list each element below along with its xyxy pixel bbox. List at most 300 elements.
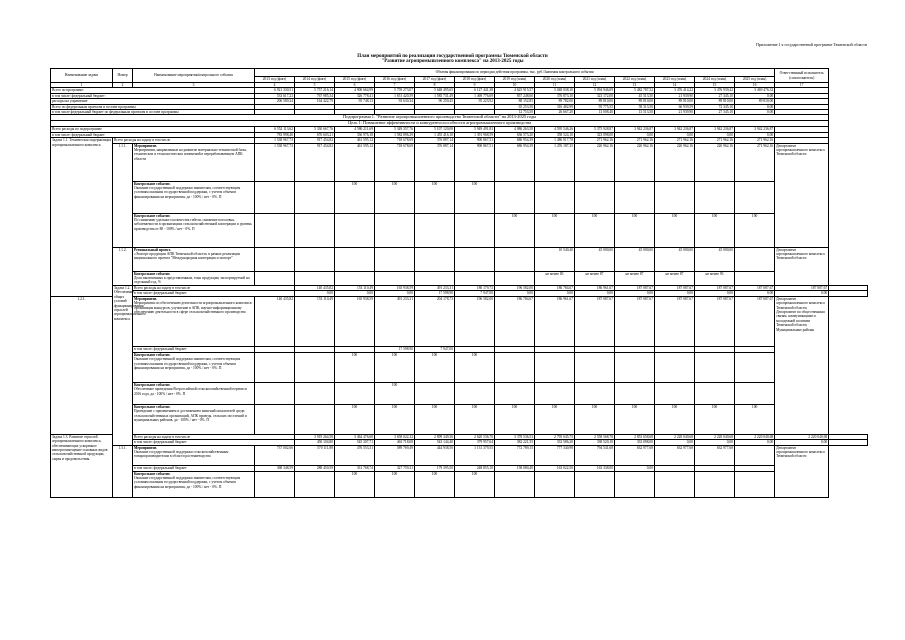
measure-code: 1.1.2. [113,247,133,285]
task-total-label: Всего расходы на задачу в том числе [133,434,295,439]
total-value: 0,00 [735,104,775,109]
measure-value: 153 110,49 [295,296,335,346]
control-event-value [415,271,455,285]
task-total-value: 153 110,49 [335,285,375,290]
control-event-value [695,471,735,497]
task-total-value: 2 795 045,75 [535,434,575,439]
total-value: 89 810,00 [655,99,695,104]
subprogram-total-value: 336 976,18 [335,132,375,137]
control-event-value: 100 [415,404,455,434]
subprogram-total-label: Всего расходы по подпрограмме [51,127,255,132]
column-number: 4 [255,83,295,88]
measure-value: 737 002,66 [255,445,295,465]
total-value: 95 775,55 [575,104,615,109]
measure-value: 461 595,12 [335,143,375,181]
task-total-value: 271 962,16 [695,138,735,143]
control-event-title: Контрольное событие. [134,181,171,186]
total-value: 0,00 [735,110,775,115]
federal-budget-value: 0,00 [655,291,695,296]
control-event-value: не менее 87 [615,271,655,285]
header-row [51,69,868,77]
task-total-value: 196 582,00 [495,285,535,290]
measure-value: 794 541,68 [575,445,615,465]
task-total-label: Всего расходы на задачу в том числе [113,138,255,143]
total-label: в том числе федеральный бюджет по федеральным проектам в составе программы [51,110,255,115]
federal-budget-label: в том числе: федеральный бюджет [133,346,255,352]
measure-value: 718 678,69 [375,143,415,181]
control-event-value [735,271,775,285]
total-value: 45 513,50 [615,93,655,98]
control-event-value: 100 [335,181,375,213]
federal-budget-value: 179 395,50 [415,465,455,471]
subprogram-title: Подпрограмма 1. "Развитие агропромышленного производства Тюменской области" на 2013-2025 годы [51,115,829,121]
control-event-value [615,181,655,213]
measure-value: 45 000,00 [695,247,735,271]
control-event-value [735,471,775,497]
total-value: 26 667,20 [535,110,575,115]
measure-value: 917 454,82 [295,143,335,181]
task-total-value: 2 853 658,68 [615,434,655,439]
control-event-value [655,181,695,213]
subprogram-total-value: 783 998,40 [255,132,295,137]
total-value: 6 921 330,51 [255,88,295,93]
subprogram-total-value: 676 603,21 [295,132,335,137]
control-event-cell [133,471,255,497]
federal-budget-value: 288 450,59 [295,465,335,471]
total-value: 857 248,60 [495,93,535,98]
total-value: 58 313,50 [615,104,655,109]
subprogram-total-value: 5 107 120,08 [415,127,455,132]
column-number: 16 [735,83,775,88]
control-event-value: 100 [695,404,735,434]
control-event-value [535,352,575,382]
total-label: расходы на управление [51,99,255,104]
control-event-cell [133,271,255,285]
control-event-title: Контрольное событие. [134,271,171,276]
control-event-value [255,352,295,382]
control-event-value [535,382,575,404]
measure-row [51,445,868,465]
measure-cell [133,247,255,271]
total-value: 95 748,13 [335,99,375,104]
control-event-value: 100 [455,471,495,497]
executor-cell: Департамент агропромышленного комплекса Тюменской области [775,445,829,497]
measure-value: 226 962,16 [695,143,735,181]
control-event-value [695,382,735,404]
measure-value [375,247,415,271]
header-task: Наименование задачи [51,69,113,83]
control-event-value: 100 [535,213,575,247]
federal-budget-value: 545 307,71 [335,440,375,445]
control-event-value [295,271,335,285]
control-event-value [375,213,415,247]
federal-budget-value: 0,00 [615,291,655,296]
total-value: 5 648 495,65 [415,88,455,93]
measure-value [455,247,495,271]
measure-value: 444 938,50 [415,445,455,465]
document-subtitle: "Развитие агропромышленного комплекса" на 2013-2025 годы [381,59,524,64]
control-event-row [51,382,868,404]
measure-code: 1.2.1. [51,296,113,434]
federal-budget-value: 0,00 [335,291,375,296]
column-number: 3 [133,83,255,88]
year-header: 2024 год (план) [695,77,735,83]
year-header: 2018 год (факт) [455,77,495,83]
goal-title: Цель 1: Повышение эффективности и конкурентоспособности агропромышленного производства [51,121,829,127]
task-total-value: 187 087,67 [695,285,735,290]
subprogram-total-value: 1 391 968,59 [455,132,495,137]
task-name: Задача 1.2. Обеспечение общих условий функционирования отраслей агропромышленного комплекса. [113,285,133,445]
subprogram-total-value: 3 942 236,87 [695,127,735,132]
total-value: 21 939,90 [655,93,695,98]
federal-budget-value: 17 598,90 [415,291,455,296]
control-event-value: 100 [615,213,655,247]
measure-code: 1.3.1. [113,445,133,497]
total-value: 1 585 731,49 [415,93,455,98]
control-event-cell [133,352,255,382]
control-event-value: не менее 87 [575,271,615,285]
total-value: 89 810,00 [575,99,615,104]
control-event-value: 100 [375,382,415,404]
federal-budget-value: 331 768,74 [335,465,375,471]
total-label: в том числе: федеральный бюджет: [51,93,255,98]
subprogram-total-value: 5 349 357,76 [375,127,415,132]
control-event-value [255,404,295,434]
control-event-value: 100 [575,213,615,247]
control-event-value [735,382,775,404]
control-event-value [455,382,495,404]
federal-budget-value: 17 598,90 [375,346,415,352]
federal-budget-label: в том числе: федеральный бюджет [133,465,255,471]
federal-budget-value: 450 104,80 [295,440,335,445]
federal-budget-value: 0,00 [535,291,575,296]
control-event-value [375,271,415,285]
column-number: 10 [495,83,535,88]
measure-title: Мероприятие. [134,143,158,148]
control-event-value [295,404,335,434]
measure-value: 187 087,67 [615,296,655,346]
total-value: 90 250,45 [415,99,455,104]
year-header: 2019 год (план) [495,77,535,83]
task-total-value: 271 962,16 [735,138,775,143]
measure-value: 686 954,39 [495,143,535,181]
total-value: 13 008,40 [575,110,615,115]
column-number: 6 [335,83,375,88]
subprogram-total-value: 0,00 [735,132,775,137]
control-event-value: 100 [335,404,375,434]
total-value: 5 757 216,14 [295,88,335,93]
total-value: 72 345,10 [695,104,735,109]
federal-budget-value: 163 022,50 [535,465,575,471]
measure-value: 187 087,67 [575,296,615,346]
federal-budget-value: 0,00 [735,291,775,296]
executor-cell [829,291,868,296]
control-event-text: Проведение с применением и достижением значений показателей среди сельскохозяйственных организаций, АПК проведя, сельских поселений и муниципальных районов, да - 100% / нет - 0%. П [134,409,247,422]
control-event-title: Контрольное событие. [134,213,171,218]
federal-budget-value: 248 855,10 [455,465,495,471]
measure-value: 45 000,00 [655,247,695,271]
total-value: 3 476 939,42 [695,88,735,93]
measure-value [735,247,775,271]
total-value: 89 810,00 [695,99,735,104]
measure-text: Мероприятия по обеспечению деятельности агропромышленного комплекса: организация конкурсов, улучшение в АПК, научно-информационному обеспечению деятельности в сфере сельскохозяйственного производства [134,301,253,314]
task-name: Задача 1.3. Развитие отраслей агропромышленного комплекса, обеспечивающих ускоренное импортозамещение основных видов сельскохозяйственной продукции, сырья и продовольствия. [51,434,113,497]
control-event-value [335,382,375,404]
task-total-value: 271 962,16 [615,138,655,143]
total-value: 27 345,10 [695,93,735,98]
column-number: 12 [575,83,615,88]
measure-value: 632 977,68 [655,445,695,465]
control-event-value [295,181,335,213]
task-total-value: 140 435,82 [295,285,335,290]
measure-value: 187 087,67 [655,296,695,346]
federal-budget-value: 0,00 [775,440,829,445]
header-measure: Наименование мероприятия/контрольного события [133,69,255,83]
task-total-value: 3 919 264,58 [295,434,335,439]
total-value: 95 223,92 [455,99,495,104]
control-event-value [615,471,655,497]
task-total-value: 2 220 040,68 [775,434,829,439]
task-total-value: 187 087,67 [655,285,695,290]
total-value: 323 172,00 [575,93,615,98]
control-event-value [335,271,375,285]
measure-value: 45 000,00 [575,247,615,271]
year-header: 2017 год (факт) [415,77,455,83]
measure-value: 1 538 967,73 [255,143,295,181]
subprogram-total-value: 358 524,10 [535,132,575,137]
control-event-row [51,471,868,497]
plan-table [50,68,868,498]
measure-code: 1.1.1. [113,143,133,247]
task-total-value: 186 784,67 [535,285,575,290]
column-number: 11 [535,83,575,88]
task-total-value: 491 233,31 [415,285,455,290]
measure-title: Мероприятие. [134,296,158,301]
federal-budget-value: 0,00 [735,440,775,445]
measure-value: 226 962,16 [575,143,615,181]
federal-budget-value: 0,00 [615,465,655,471]
measure-value: 186 961,67 [535,296,575,346]
total-value: 66 939,59 [655,104,695,109]
total-value: 89 782,00 [535,99,575,104]
control-event-value: 100 [495,213,535,247]
federal-budget-value: 338 520,10 [575,440,615,445]
control-event-row [51,404,868,434]
control-event-value [655,382,695,404]
task-total-value: 2 899 349,36 [415,434,455,439]
federal-budget-value: 333 098,00 [615,440,655,445]
total-value: 164 422,79 [295,99,335,104]
subprogram-total-value: 1 582 896,29 [375,132,415,137]
task-total-value: 180 179,73 [455,285,495,290]
task-total-value: 376 887,14 [415,138,455,143]
task-total-value: 3 464 476,60 [335,434,375,439]
task-total-value: 1 538 967,73 [255,138,295,143]
control-event-value: 100 [375,471,415,497]
measure-text: «Экспорт продукции АПК Тюменской области» в рамках реализации национального проекта "Международная кооперация и экспорт" [134,252,241,261]
total-value: 326 778,41 [335,93,375,98]
task-total-value: 187 087,67 [615,285,655,290]
control-event-value: 100 [655,404,695,434]
executor-cell: Департамент агропромышленного комплекса Тюменской области [775,143,829,247]
measure-value: 632 977,68 [695,445,735,465]
federal-budget-value: 0,00 [295,291,335,296]
measure-value: 376 887,14 [415,143,455,181]
control-event-title: Контрольное событие. [134,352,171,357]
total-value: 65 253,50 [495,104,535,109]
control-event-value [295,382,335,404]
total-value: 0,00 [735,93,775,98]
column-number: 9 [455,83,495,88]
measure-row [51,247,868,271]
control-event-value [495,271,535,285]
subprogram-total-value: 5 949 491,83 [455,127,495,132]
measure-value: 777 340,98 [535,445,575,465]
subprogram-total-value: 4 086 263,58 [495,127,535,132]
control-event-text: Оказание государственной поддержки заявителям, соответствующим условиям оказания государственной поддержки, с учетом объемов финансирования на мероприятия, да - 100% / нет - 0%. П [134,357,241,370]
measure-value [295,247,335,271]
total-value: 206 580,34 [255,99,295,104]
measure-value: 45 000,00 [615,247,655,271]
total-value: 533 617,23 [255,93,295,98]
federal-budget-value: 0,00 [495,291,535,296]
control-event-row [51,352,868,382]
total-value: 5 094 946,09 [575,88,615,93]
measure-row [51,143,868,181]
total-value: 1 651 420,59 [375,93,415,98]
federal-budget-value: 463 718,08 [375,440,415,445]
total-value: 89 810,00 [615,99,655,104]
measure-cell [133,296,255,346]
total-value: 27 345,10 [695,110,735,115]
executor-cell [829,440,868,445]
executor-cell: Департамент агропромышленного комплекса Тюменской области [775,247,829,285]
control-event-value: 100 [335,471,375,497]
control-event-title: Контрольное событие. [134,382,171,387]
control-event-row [51,271,868,285]
federal-budget-label: в том числе: федеральный бюджет [133,440,295,445]
total-value: 88 152,85 [495,99,535,104]
control-event-value [535,471,575,497]
subprogram-total-value: 1 455 416,10 [415,132,455,137]
subprogram-total-value: 0,00 [695,132,735,137]
task-name: Задача 1.1. Техническая модернизация агропромышленного комплекса. [51,138,113,296]
task-total-value: 187 087,67 [775,285,829,290]
federal-budget-value: 0,00 [575,291,615,296]
federal-budget-value: 0,00 [655,440,695,445]
measure-value: 140 435,82 [255,296,295,346]
control-event-cell [133,181,255,213]
total-value: 316 482,99 [535,104,575,109]
federal-budget-value: 158 080,40 [495,465,535,471]
control-event-value: 100 [415,471,455,497]
control-event-value [415,213,455,247]
total-value: 21 939,90 [655,110,695,115]
appendix-note: Приложение 1 к государственной программе Тюменской области [756,42,867,47]
measure-value: 165 938,59 [335,296,375,346]
column-number: 14 [655,83,695,88]
task-total-value: 2 220 040,68 [695,434,735,439]
federal-budget-value: 333 586,20 [535,440,575,445]
column-number: 8 [415,83,455,88]
control-event-text: Оказание государственной поддержки заявителям, соответствующим условиям оказания государственной поддержки, с учетом объемов финансирования на мероприятия, да - 100% / нет - 0%. П [134,475,241,489]
total-value: 3 469 476,32 [735,88,775,93]
measure-value: 10 540,40 [535,247,575,271]
year-header: 2015 год (факт) [335,77,375,83]
year-header: 2025 год (план) [735,77,775,83]
control-event-value: не менее 93 [695,271,735,285]
total-value: 93 630,34 [375,99,415,104]
control-event-row [51,181,868,213]
control-event-value [255,213,295,247]
measure-value: 1 131 379,55 [455,445,495,465]
control-event-value [735,181,775,213]
year-header: 2021 год (план) [575,77,615,83]
control-event-value: 100 [615,404,655,434]
subprogram-total-value: 3 942 236,87 [735,127,775,132]
measure-value: 196 582,00 [455,296,495,346]
measure-row [51,296,868,346]
measure-title: Мероприятие. [134,445,158,450]
total-value: 376 873,10 [535,93,575,98]
subprogram-total-label: в том числе: федеральный бюджет [51,132,255,137]
measure-value: 900 867,51 [455,143,495,181]
control-event-value [575,352,615,382]
control-event-value [415,382,455,404]
control-event-value [535,181,575,213]
control-event-value [575,181,615,213]
task-total-value: 2 558 568,78 [575,434,615,439]
subprogram-total-value: 6 552 113,62 [255,127,295,132]
year-header: 2016 год (факт) [375,77,415,83]
control-event-value: 100 [575,404,615,434]
total-value: 767 985,34 [295,93,335,98]
total-value: 89 810,00 [735,99,775,104]
header-executor: Ответственный исполнитель (соисполнитель) [775,69,829,83]
total-value: 3 476 414,22 [655,88,695,93]
control-event-cell [133,404,255,434]
measure-value [415,247,455,271]
control-event-value: не менее 83 [535,271,575,285]
total-value: 5 048 038,10 [535,88,575,93]
total-label: Всего по программе: [51,88,255,93]
task-total-value: 271 962,16 [575,138,615,143]
federal-budget-value: 379 957,64 [455,440,495,445]
control-event-value [495,471,535,497]
year-header: 2014 год (факт) [295,77,335,83]
control-event-value: не менее 87 [655,271,695,285]
control-event-value: 100 [455,181,495,213]
measure-value [495,247,535,271]
federal-budget-value: 0,00 [695,291,735,296]
federal-budget-value: 0,00 [375,291,415,296]
column-number: 17 [775,83,829,88]
measure-text: Мероприятия, направленные на развитие материально-технической базы, технических и технологических изменений в перерабатывающем АПК области [134,148,247,161]
subprogram-total-value: 5 330 667,76 [295,127,335,132]
measure-value: 589 769,49 [375,445,415,465]
control-event-value [575,471,615,497]
control-event-value: 100 [415,181,455,213]
control-event-value [255,181,295,213]
task-total-value: 2 220 040,68 [735,434,775,439]
document-title: План мероприятий по реализации государственной программы Тюменской области [357,54,548,59]
measure-value: 226 962,16 [615,143,655,181]
measure-value: 187 087,67 [695,296,735,346]
control-event-value: 100 [455,352,495,382]
measure-value: 187 087,67 [735,296,775,346]
task-total-value: 165 938,59 [375,285,415,290]
measure-value: 1 476 187,35 [535,143,575,181]
